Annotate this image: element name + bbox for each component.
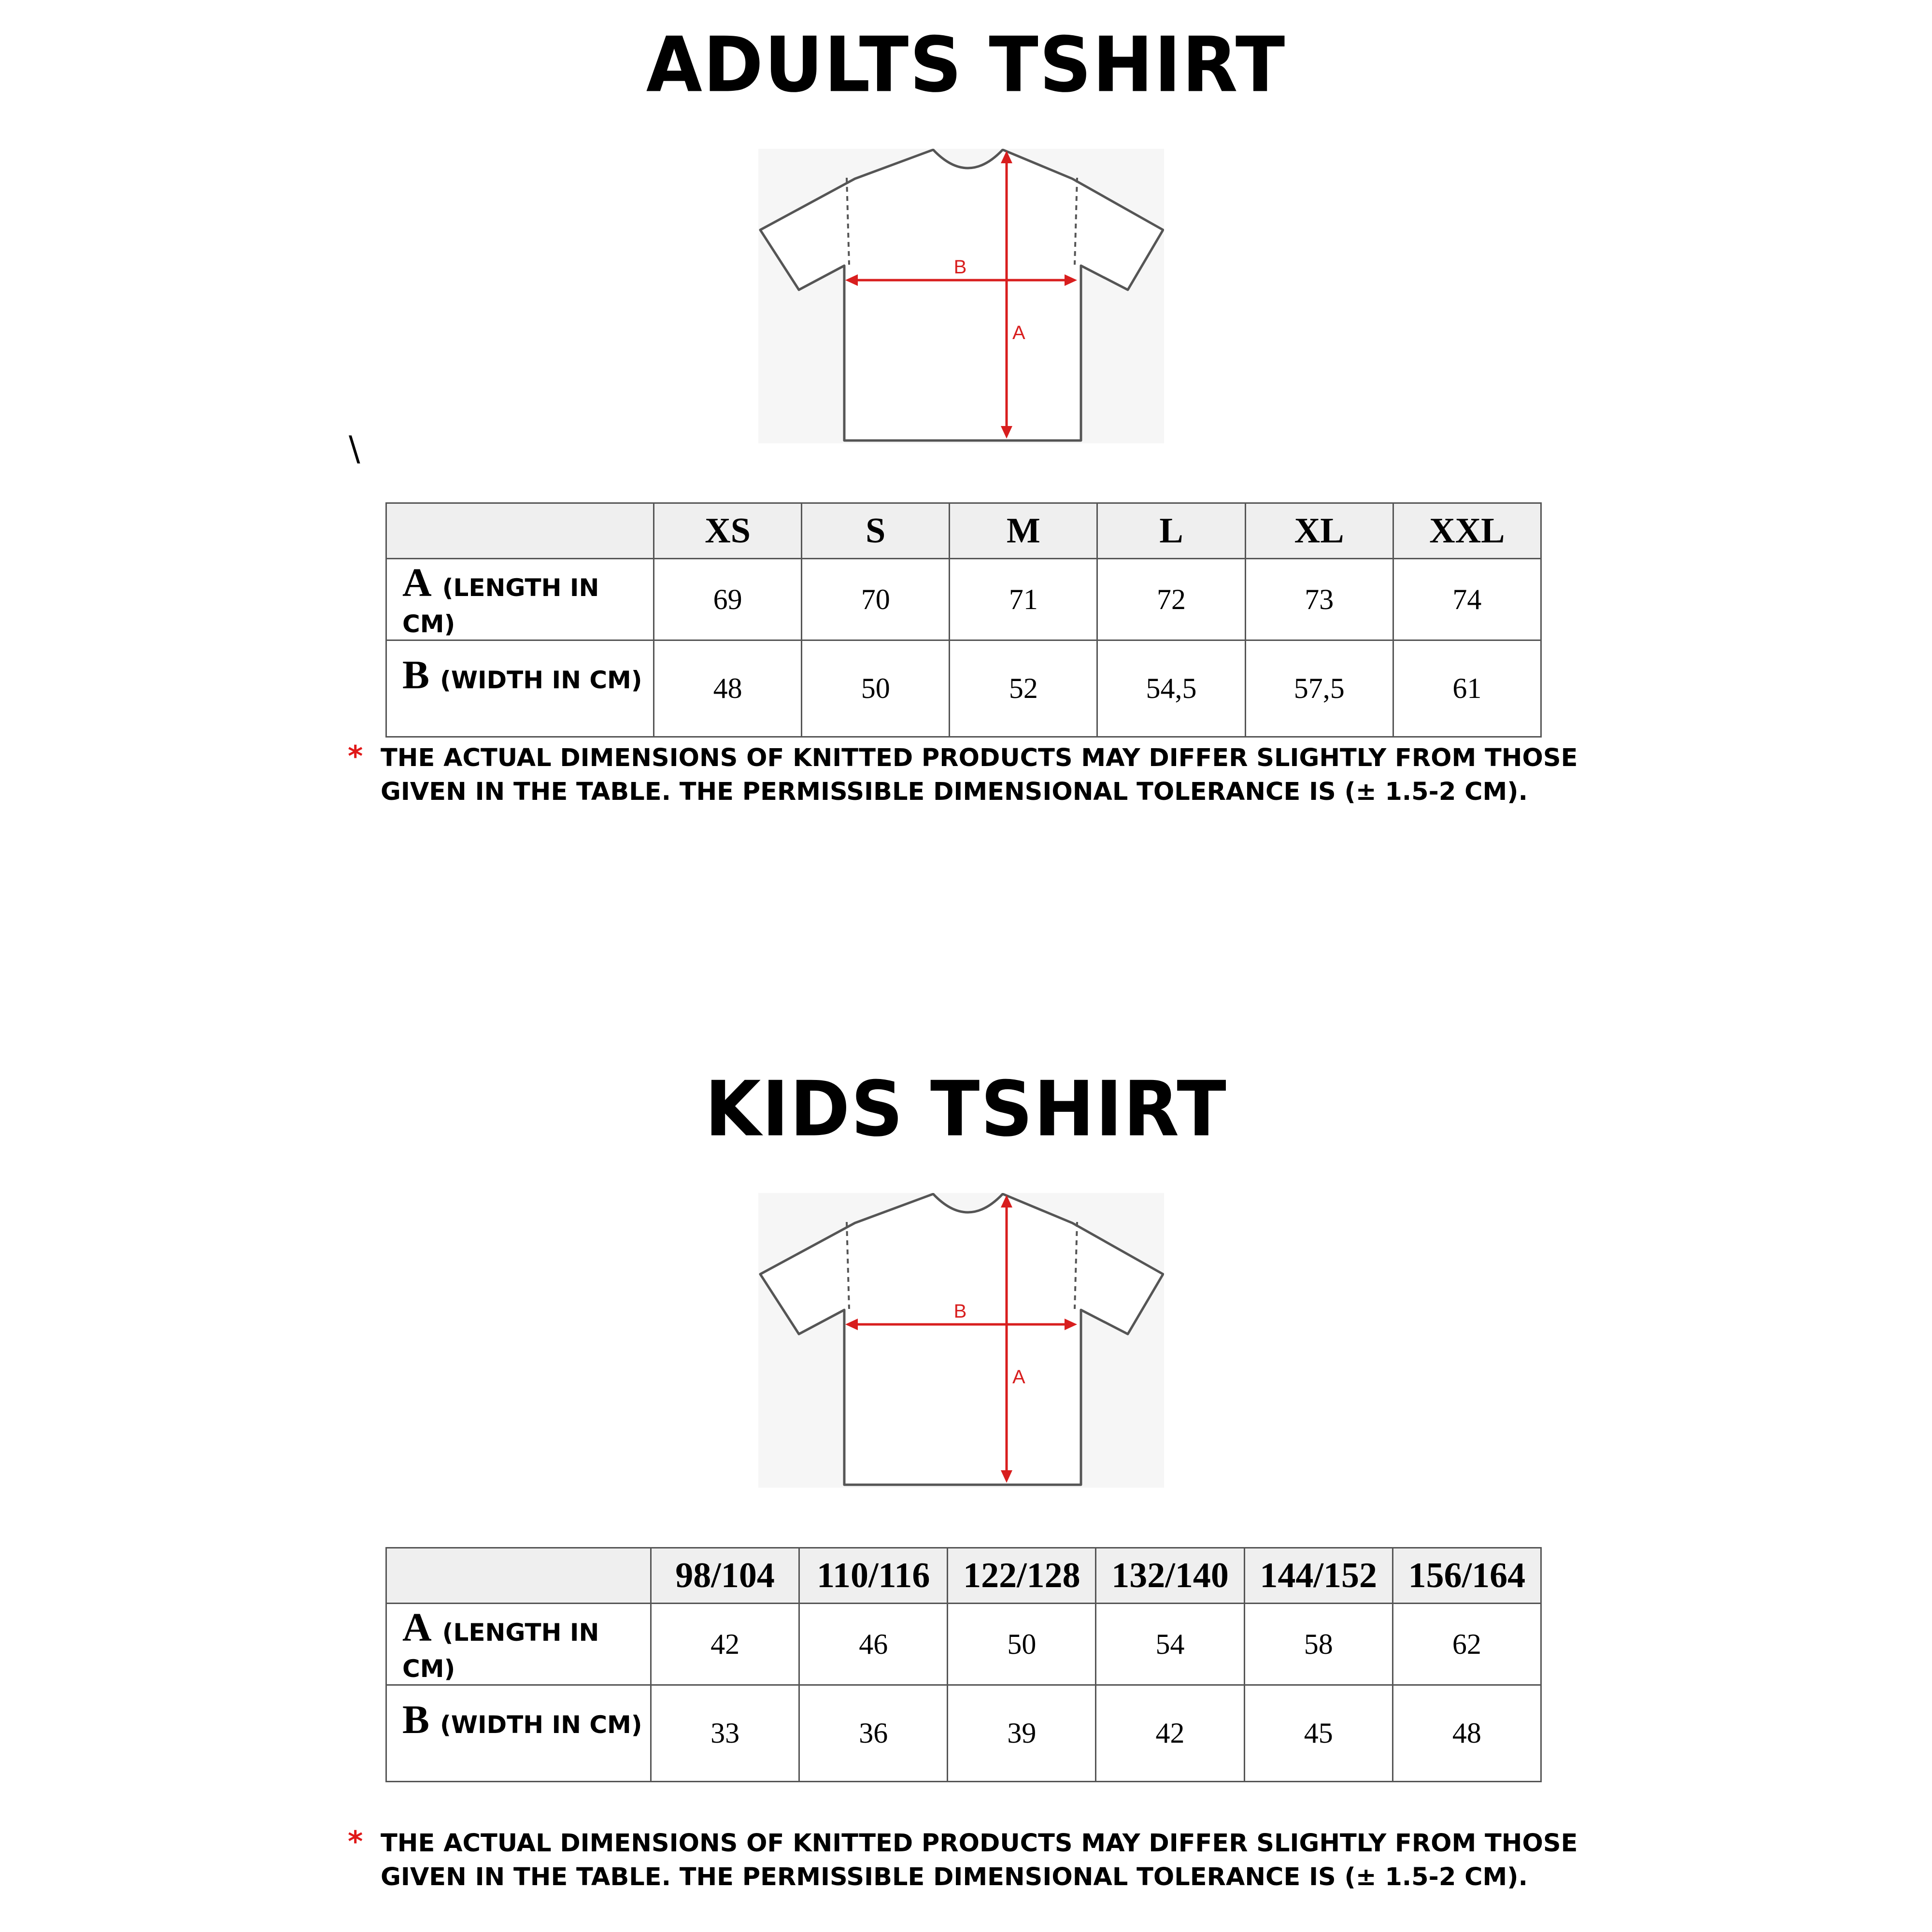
table-cell: 42 — [1096, 1685, 1244, 1782]
size-header: 156/164 — [1392, 1548, 1541, 1604]
row-desc: (LENGTH IN CM) — [402, 574, 599, 638]
diagram-label-a: A — [1012, 322, 1025, 343]
row-label — [386, 559, 654, 640]
table-cell: 54 — [1096, 1604, 1244, 1685]
size-header: 132/140 — [1096, 1548, 1244, 1604]
adults-size-table — [385, 502, 1542, 738]
size-header: 98/104 — [651, 1548, 799, 1604]
tshirt-icon — [758, 1193, 1164, 1488]
kids-title: KIDS TSHIRT — [705, 1065, 1227, 1154]
row-label — [386, 1685, 651, 1782]
kids-tolerance-note — [348, 1827, 1604, 1894]
table-cell: 50 — [948, 1604, 1096, 1685]
table-cell: 62 — [1392, 1604, 1541, 1685]
table-cell: 42 — [651, 1604, 799, 1685]
note-asterisk: * — [348, 739, 363, 773]
row-desc: (LENGTH IN CM) — [402, 1619, 599, 1683]
note-asterisk: * — [348, 1825, 363, 1859]
header-empty-cell — [386, 1548, 651, 1604]
row-letter: A — [402, 1605, 432, 1650]
tshirt-icon — [758, 149, 1164, 443]
table-cell: 71 — [950, 559, 1097, 640]
size-header: XS — [654, 503, 802, 559]
kids-size-table — [385, 1547, 1542, 1782]
table-cell: 72 — [1097, 559, 1245, 640]
kids-tshirt-diagram — [758, 1193, 1164, 1488]
table-cell: 74 — [1393, 559, 1541, 640]
table-cell: 46 — [799, 1604, 948, 1685]
size-header: XXL — [1393, 503, 1541, 559]
size-header: S — [802, 503, 950, 559]
table-row-width — [386, 640, 1541, 737]
size-header: XL — [1245, 503, 1393, 559]
row-desc: (WIDTH IN CM) — [440, 1711, 642, 1739]
size-header: 144/152 — [1244, 1548, 1392, 1604]
table-row-width — [386, 1685, 1541, 1782]
table-cell: 70 — [802, 559, 950, 640]
row-letter: B — [402, 653, 430, 697]
note-text: THE ACTUAL DIMENSIONS OF KNITTED PRODUCTS MAY DIFFER SLIGHTLY FROM THOSE GIVEN IN THE TABLE. THE PERMISSIBLE DIMENSIONAL TOLERANCE IS (± 1.5-2 CM). — [381, 1829, 1578, 1891]
header-empty-cell — [386, 503, 654, 559]
table-cell: 36 — [799, 1685, 948, 1782]
table-cell: 33 — [651, 1685, 799, 1782]
table-cell: 50 — [802, 640, 950, 737]
row-desc: (WIDTH IN CM) — [440, 666, 642, 694]
adults-tolerance-note — [348, 741, 1604, 809]
table-cell: 69 — [654, 559, 802, 640]
diagram-label-b: B — [953, 256, 967, 278]
table-header-row — [386, 1548, 1541, 1604]
stray-backslash: \ — [349, 429, 360, 469]
table-cell: 48 — [1392, 1685, 1541, 1782]
adults-tshirt-diagram — [758, 149, 1164, 443]
table-cell: 61 — [1393, 640, 1541, 737]
size-header: 122/128 — [948, 1548, 1096, 1604]
table-cell: 52 — [950, 640, 1097, 737]
adults-title: ADULTS TSHIRT — [646, 21, 1286, 110]
table-row-length — [386, 559, 1541, 640]
diagram-label-b: B — [953, 1301, 967, 1322]
table-cell: 48 — [654, 640, 802, 737]
row-label — [386, 640, 654, 737]
table-cell: 73 — [1245, 559, 1393, 640]
size-header: L — [1097, 503, 1245, 559]
row-letter: A — [402, 560, 432, 605]
table-cell: 45 — [1244, 1685, 1392, 1782]
size-header: M — [950, 503, 1097, 559]
note-text: THE ACTUAL DIMENSIONS OF KNITTED PRODUCTS MAY DIFFER SLIGHTLY FROM THOSE GIVEN IN THE TABLE. THE PERMISSIBLE DIMENSIONAL TOLERANCE IS (± 1.5-2 CM). — [381, 744, 1578, 806]
table-row-length — [386, 1604, 1541, 1685]
row-label — [386, 1604, 651, 1685]
table-cell: 39 — [948, 1685, 1096, 1782]
table-cell: 54,5 — [1097, 640, 1245, 737]
row-letter: B — [402, 1697, 430, 1742]
diagram-label-a: A — [1012, 1366, 1025, 1388]
table-cell: 57,5 — [1245, 640, 1393, 737]
table-header-row — [386, 503, 1541, 559]
table-cell: 58 — [1244, 1604, 1392, 1685]
size-header: 110/116 — [799, 1548, 948, 1604]
